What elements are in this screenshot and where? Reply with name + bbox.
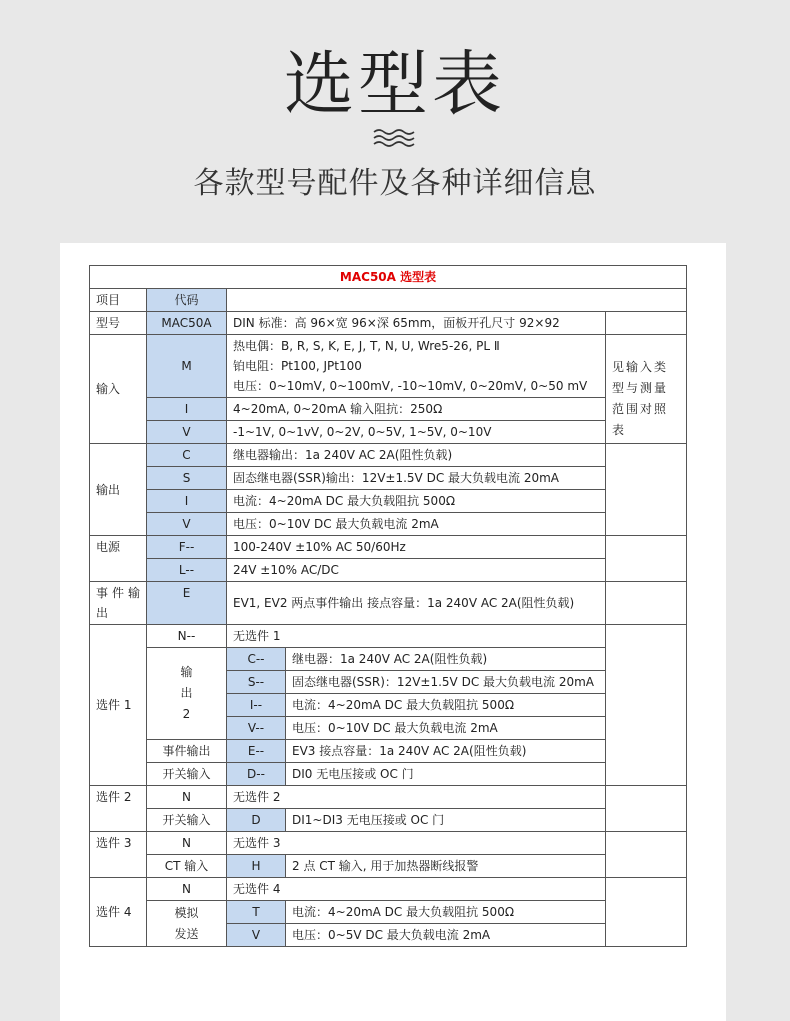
- code-cell: N--: [147, 625, 227, 648]
- table-row: [90, 901, 687, 924]
- code-cell: C: [147, 444, 227, 467]
- table-row: [90, 559, 687, 582]
- code-cell: N: [147, 832, 227, 855]
- desc-cell: DI0 无电压接或 OC 门: [286, 763, 606, 786]
- wave-divider-icon: [372, 128, 418, 148]
- code-cell: MAC50A: [147, 312, 227, 335]
- table-row: [90, 513, 687, 536]
- header-item: 项目: [90, 289, 147, 312]
- table-row: [90, 832, 687, 855]
- sub-label: CT 输入: [147, 855, 227, 878]
- table-row: [90, 763, 687, 786]
- code-cell: V: [147, 421, 227, 444]
- desc-cell: 固态继电器(SSR)：12V±1.5V DC 最大负载电流 20mA: [286, 671, 606, 694]
- desc-cell: 无选件 1: [227, 625, 606, 648]
- desc-cell: 固态继电器(SSR)输出：12V±1.5V DC 最大负载电流 20mA: [227, 467, 606, 490]
- sub-label-analog: 模拟 发送: [147, 901, 227, 947]
- code-cell: V: [227, 924, 286, 947]
- table-title-row: [90, 266, 687, 289]
- code-cell: S--: [227, 671, 286, 694]
- desc-cell: 2 点 CT 输入, 用于加热器断线报警: [286, 855, 606, 878]
- desc-cell: EV3 接点容量：1a 240V AC 2A(阻性负载): [286, 740, 606, 763]
- table-row: [90, 878, 687, 901]
- table-row: [90, 312, 687, 335]
- table-row: [90, 855, 687, 878]
- desc-cell: EV1, EV2 两点事件输出 接点容量：1a 240V AC 2A(阻性负载): [227, 582, 606, 625]
- desc-line: 电压：0~10mV, 0~100mV, -10~10mV, 0~20mV, 0~50 mV: [233, 379, 588, 393]
- code-cell: V--: [227, 717, 286, 740]
- table-row: [90, 536, 687, 559]
- row-label-model: 型号: [90, 312, 147, 335]
- desc-line: 热电偶：B, R, S, K, E, J, T, N, U, Wre5-26, PL Ⅱ: [233, 339, 500, 353]
- desc-cell: 电压：0~5V DC 最大负载电流 2mA: [286, 924, 606, 947]
- desc-cell: 电压：0~10V DC 最大负载电流 2mA: [227, 513, 606, 536]
- code-cell: I: [147, 490, 227, 513]
- sub-label: 开关输入: [147, 763, 227, 786]
- table-row: [90, 490, 687, 513]
- desc-cell: 电压：0~10V DC 最大负载电流 2mA: [286, 717, 606, 740]
- table-row: [90, 444, 687, 467]
- code-cell: F--: [147, 536, 227, 559]
- code-cell: M: [147, 335, 227, 398]
- desc-line: 铂电阻：Pt100, JPt100: [233, 359, 362, 373]
- row-label-output: 输出: [90, 444, 147, 536]
- sub-label: 开关输入: [147, 809, 227, 832]
- desc-cell: 继电器：1a 240V AC 2A(阻性负载): [286, 648, 606, 671]
- desc-cell: 100-240V ±10% AC 50/60Hz: [227, 536, 606, 559]
- row-label-event: 事 件 输出: [90, 582, 147, 625]
- table-row: [90, 421, 687, 444]
- row-label-option4: 选件 4: [90, 878, 147, 947]
- desc-cell: 电流：4~20mA DC 最大负载阻抗 500Ω: [227, 490, 606, 513]
- desc-cell: 无选件 4: [227, 878, 606, 901]
- row-label-input: 输入: [90, 335, 147, 444]
- selection-table-panel: [60, 243, 726, 1021]
- row-label-option3: 选件 3: [90, 832, 147, 878]
- code-cell: I--: [227, 694, 286, 717]
- code-cell: H: [227, 855, 286, 878]
- table-row: [90, 809, 687, 832]
- code-cell: S: [147, 467, 227, 490]
- table-row: [90, 582, 687, 625]
- code-cell: L--: [147, 559, 227, 582]
- code-cell: D: [227, 809, 286, 832]
- table-row: [90, 625, 687, 648]
- code-cell: I: [147, 398, 227, 421]
- desc-cell: DIN 标准：高 96×宽 96×深 65mm，面板开孔尺寸 92×92: [227, 312, 606, 335]
- input-note: 见输入类型与测量范围对照表: [606, 335, 687, 444]
- desc-cell: 无选件 2: [227, 786, 606, 809]
- code-cell: D--: [227, 763, 286, 786]
- sub-label: 事件输出: [147, 740, 227, 763]
- code-cell: T: [227, 901, 286, 924]
- desc-cell: 电流：4~20mA DC 最大负载阻抗 500Ω: [286, 901, 606, 924]
- code-cell: V: [147, 513, 227, 536]
- desc-cell: DI1~DI3 无电压接或 OC 门: [286, 809, 606, 832]
- row-label-option2: 选件 2: [90, 786, 147, 832]
- header-code: 代码: [147, 289, 227, 312]
- table-row: [90, 467, 687, 490]
- row-label-power: 电源: [90, 536, 147, 582]
- desc-cell: 无选件 3: [227, 832, 606, 855]
- table-row: [90, 335, 687, 398]
- desc-cell: [227, 335, 606, 398]
- selection-table: [89, 265, 687, 947]
- desc-cell: 继电器输出：1a 240V AC 2A(阻性负载): [227, 444, 606, 467]
- table-row: [90, 648, 687, 671]
- desc-cell: -1~1V, 0~1vV, 0~2V, 0~5V, 1~5V, 0~10V: [227, 421, 606, 444]
- desc-cell: 24V ±10% AC/DC: [227, 559, 606, 582]
- row-label-option1: 选件 1: [90, 625, 147, 786]
- code-cell: C--: [227, 648, 286, 671]
- page-title: 选型表: [284, 43, 506, 125]
- table-row: [90, 740, 687, 763]
- code-cell: E--: [227, 740, 286, 763]
- desc-cell: 电流：4~20mA DC 最大负载阻抗 500Ω: [286, 694, 606, 717]
- code-cell: E: [147, 582, 227, 625]
- code-cell: N: [147, 878, 227, 901]
- table-header-row: [90, 289, 687, 312]
- table-row: [90, 398, 687, 421]
- code-cell: N: [147, 786, 227, 809]
- table-row: [90, 786, 687, 809]
- desc-cell: 4~20mA, 0~20mA 输入阻抗：250Ω: [227, 398, 606, 421]
- sub-label-output2: 输出2: [147, 648, 227, 740]
- page-subtitle: 各款型号配件及各种详细信息: [193, 166, 597, 201]
- table-title: MAC50A 选型表: [90, 266, 687, 289]
